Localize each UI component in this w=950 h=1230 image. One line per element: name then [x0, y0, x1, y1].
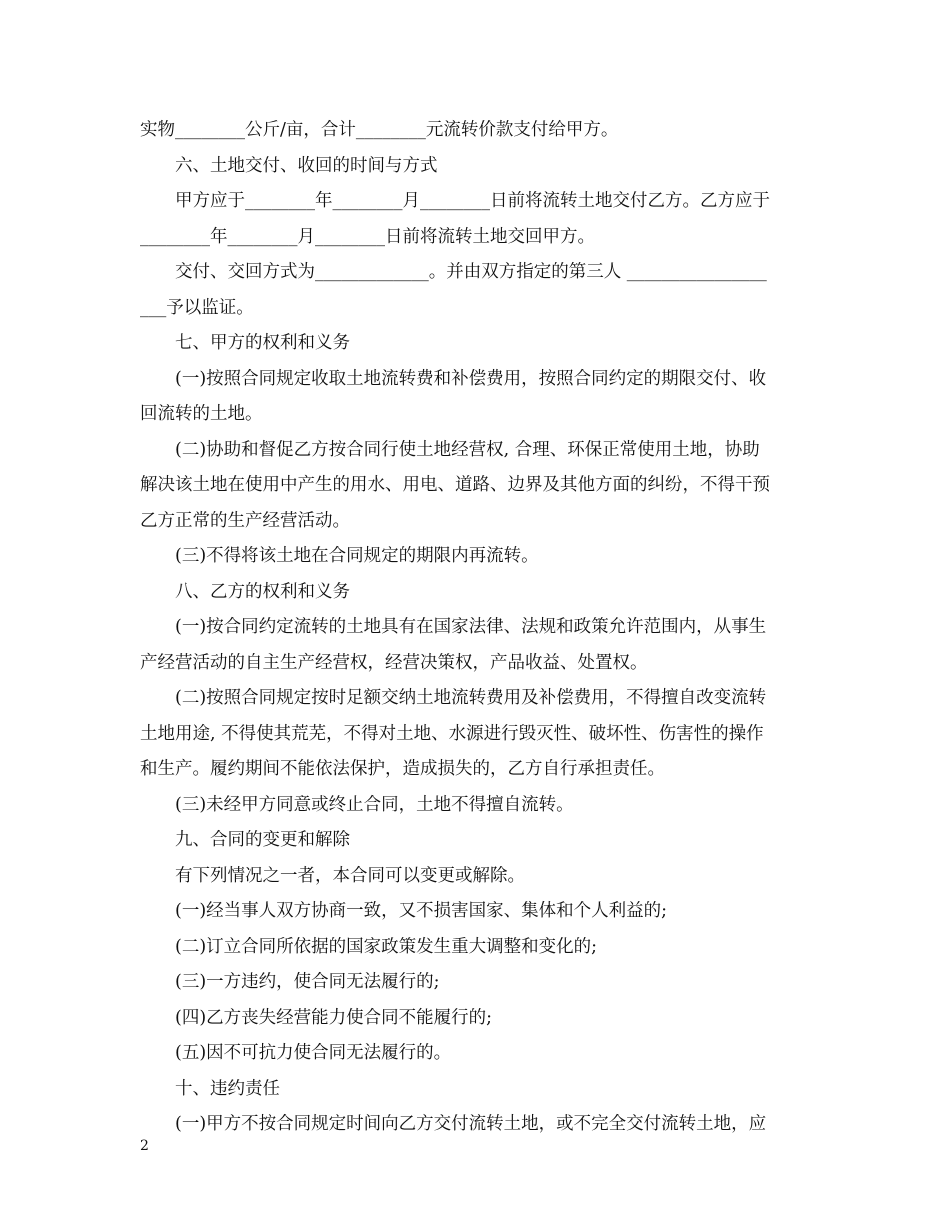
- page-number: 2: [140, 1138, 149, 1154]
- list-item: (四)乙方丧失经营能力使合同不能履行的;: [175, 1007, 493, 1028]
- text-line: (三)不得将该土地在合同规定的期限内再流转。: [175, 546, 539, 566]
- text-line: 和生产。履约期间不能依法保护，造成损失的，乙方自行承担责任。: [140, 759, 665, 779]
- text-line: 解决该土地在使用中产生的用水、用电、道路、边界及其他方面的纠纷，不得干预: [140, 475, 770, 495]
- text-line: (二)按照合同规定按时足额交纳土地流转费用及补偿费用，不得擅自改变流转: [175, 688, 767, 708]
- list-item: (二)订立合同所依据的国家政策发生重大调整和变化的;: [175, 936, 598, 957]
- text-line: 产经营活动的自主生产经营权，经营决策权，产品收益、处置权。: [140, 652, 648, 673]
- text-line: 实物________公斤/亩，合计________元流转价款支付给甲方。: [140, 120, 619, 140]
- text-line: 甲方应于________年________月________日前将流转土地交付乙方。乙方应于: [175, 191, 770, 211]
- list-item: (五)因不可抗力使合同无法履行的。: [175, 1043, 452, 1063]
- section-heading: 六、土地交付、收回的时间与方式: [175, 155, 438, 176]
- text-line: 交付、交回方式为_____________。并由双方指定的第三人 ________________: [175, 262, 767, 282]
- text-line: (二)协助和督促乙方按合同行使土地经营权, 合理、环保正常使用土地，协助: [175, 439, 760, 460]
- text-line: 乙方正常的生产经营活动。: [140, 510, 350, 531]
- section-heading: 八、乙方的权利和义务: [175, 581, 350, 602]
- section-heading: 七、甲方的权利和义务: [175, 333, 350, 353]
- text-line: 回流转的土地。: [140, 404, 263, 424]
- text-line: 有下列情况之一者，本合同可以变更或解除。: [175, 865, 525, 886]
- text-line: 土地用途, 不得使其荒芜，不得对土地、水源进行毁灭性、破坏性、伤害性的操作: [140, 723, 764, 744]
- text-line: (一)甲方不按合同规定时间向乙方交付流转土地，或不完全交付流转土地，应: [175, 1114, 767, 1134]
- list-item: (一)经当事人双方协商一致，又不损害国家、集体和个人利益的;: [175, 901, 668, 921]
- text-line: (一)按合同约定流转的土地具有在国家法律、法规和政策允许范围内，从事生: [175, 617, 767, 637]
- section-heading: 十、违约责任: [175, 1078, 280, 1099]
- text-line: ________年________月________日前将流转土地交回甲方。: [140, 226, 595, 247]
- list-item: (三)一方违约，使合同无法履行的;: [175, 972, 440, 992]
- section-heading: 九、合同的变更和解除: [175, 830, 350, 850]
- document-body: [140, 113, 810, 1143]
- text-line: ___予以监证。: [140, 297, 254, 318]
- text-line: (一)按照合同规定收取土地流转费和补偿费用，按照合同约定的期限交付、收: [175, 368, 767, 389]
- text-line: (三)未经甲方同意或终止合同，土地不得擅自流转。: [175, 794, 574, 815]
